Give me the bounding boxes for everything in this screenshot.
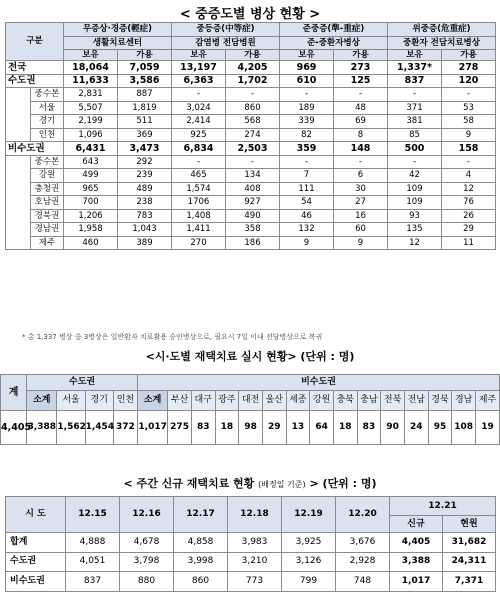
value-cell: 9 — [280, 236, 334, 250]
value-cell: 48 — [334, 101, 388, 115]
value-cell: 2,503 — [226, 142, 280, 156]
value-cell: 3,983 — [228, 533, 282, 553]
value-cell: 186 — [226, 236, 280, 250]
value-cell: 125 — [334, 74, 388, 88]
value-cell: 148 — [334, 142, 388, 156]
noncapital-header: 비수도권 — [138, 375, 500, 391]
table-row — [6, 572, 496, 592]
value-cell: 465 — [172, 169, 226, 183]
region-header: 시 도 — [6, 497, 66, 533]
date-header: 12.20 — [336, 497, 390, 533]
noncapital-col-header: 전북 — [381, 391, 405, 411]
value-cell: 6,431 — [64, 142, 118, 156]
value-cell: 8 — [334, 128, 388, 142]
value-cell: 11,633 — [64, 74, 118, 88]
table-row — [6, 533, 496, 553]
value-cell: 30 — [334, 182, 388, 196]
value-cell: 1,017 — [390, 572, 443, 592]
value-cell: 1,819 — [118, 101, 172, 115]
owned-header: 보유 — [172, 50, 226, 61]
weekly-home-care-title — [0, 475, 500, 491]
group-subheader: 생활치료센터 — [64, 36, 172, 50]
table-row — [6, 169, 496, 183]
last-date-header: 12.21 — [390, 497, 496, 516]
region-label: 비수도권 — [6, 572, 66, 592]
value-cell: 460 — [64, 236, 118, 250]
total-value: 4,405 — [1, 411, 27, 445]
total-header: 계 — [1, 375, 27, 411]
table-row — [6, 128, 496, 142]
value-cell: 7 — [280, 169, 334, 183]
value-cell: 109 — [388, 196, 442, 210]
home-care-title: <시·도별 재택치료 실시 현황> (단위 : 명) — [145, 350, 355, 363]
value-cell: 13,197 — [172, 61, 226, 75]
region-label: 중수본 — [31, 155, 64, 169]
value-cell: 1,337* — [388, 61, 442, 75]
value-cell: 2,199 — [64, 115, 118, 129]
value-cell: 389 — [118, 236, 172, 250]
noncapital-col-header: 경북 — [428, 391, 452, 411]
noncapital-value: 19 — [475, 411, 499, 445]
capital-col-header: 서울 — [57, 391, 85, 411]
value-cell: 748 — [336, 572, 390, 592]
new-header: 신규 — [390, 516, 443, 533]
indent-cell — [6, 128, 31, 142]
value-cell: 53 — [442, 101, 496, 115]
value-cell: 12 — [442, 182, 496, 196]
value-cell: 511 — [118, 115, 172, 129]
value-cell: 239 — [118, 169, 172, 183]
noncapital-value: 98 — [239, 411, 263, 445]
value-cell: 3,676 — [336, 533, 390, 553]
noncapital-value: 1,017 — [138, 411, 168, 445]
value-cell: 4,205 — [226, 61, 280, 75]
available-header: 가용 — [442, 50, 496, 61]
value-cell: - — [172, 88, 226, 102]
value-cell: 4 — [442, 169, 496, 183]
region-label: 서울 — [31, 101, 64, 115]
value-cell: 3,586 — [118, 74, 172, 88]
value-cell: 274 — [226, 128, 280, 142]
value-cell: 9 — [334, 236, 388, 250]
value-cell: 887 — [118, 88, 172, 102]
value-cell: 1,574 — [172, 182, 226, 196]
date-header: 12.18 — [228, 497, 282, 533]
value-cell: 69 — [334, 115, 388, 129]
value-cell: 1,206 — [64, 209, 118, 223]
noncapital-col-header: 제주 — [475, 391, 499, 411]
value-cell: 3,388 — [390, 552, 443, 572]
value-cell: 927 — [226, 196, 280, 210]
value-cell: 837 — [388, 74, 442, 88]
noncapital-value: 64 — [310, 411, 334, 445]
indent-cell — [6, 182, 31, 196]
region-header: 구분 — [6, 23, 64, 61]
table-row — [6, 61, 496, 75]
value-cell: 1,043 — [118, 223, 172, 237]
value-cell: 610 — [280, 74, 334, 88]
date-header: 12.17 — [174, 497, 228, 533]
group-header: 준중증(準-重症) — [280, 23, 388, 37]
indent-cell — [6, 88, 31, 102]
value-cell: 783 — [118, 209, 172, 223]
value-cell: - — [442, 88, 496, 102]
value-cell: 189 — [280, 101, 334, 115]
noncapital-value: 13 — [286, 411, 310, 445]
region-label: 강원 — [31, 169, 64, 183]
capital-value: 1,454 — [85, 411, 113, 445]
value-cell: 4,051 — [66, 552, 120, 572]
value-cell: 111 — [280, 182, 334, 196]
value-cell: 837 — [66, 572, 120, 592]
table-row — [6, 155, 496, 169]
available-header: 가용 — [334, 50, 388, 61]
value-cell: 773 — [228, 572, 282, 592]
value-cell: 2,414 — [172, 115, 226, 129]
value-cell: 85 — [388, 128, 442, 142]
group-subheader: 감염병 전담병원 — [172, 36, 280, 50]
group-header: 중등증(中等症) — [172, 23, 280, 37]
table-row — [6, 223, 496, 237]
value-cell: 5,507 — [64, 101, 118, 115]
value-cell: 3,998 — [174, 552, 228, 572]
region-label: 합계 — [6, 533, 66, 553]
value-cell: 3,473 — [118, 142, 172, 156]
group-subheader: 준-중환자병상 — [280, 36, 388, 50]
value-cell: 26 — [442, 209, 496, 223]
value-cell: 381 — [388, 115, 442, 129]
table-row — [6, 209, 496, 223]
group-header: 무증상·경증(輕症) — [64, 23, 172, 37]
region-label: 경북권 — [31, 209, 64, 223]
value-cell: - — [442, 155, 496, 169]
noncapital-value: 275 — [168, 411, 192, 445]
value-cell: - — [334, 155, 388, 169]
value-cell: - — [280, 155, 334, 169]
value-cell: 6,834 — [172, 142, 226, 156]
value-cell: 31,682 — [443, 533, 496, 553]
date-header: 12.19 — [282, 497, 336, 533]
bed-status-table — [5, 22, 496, 250]
value-cell: 82 — [280, 128, 334, 142]
table-row — [6, 236, 496, 250]
capital-col-header: 경기 — [85, 391, 113, 411]
noncapital-col-header: 광주 — [215, 391, 239, 411]
noncapital-col-header: 부산 — [168, 391, 192, 411]
value-cell: 799 — [282, 572, 336, 592]
value-cell: 965 — [64, 182, 118, 196]
value-cell: 9 — [442, 128, 496, 142]
group-subheader: 중환자 전담치료병상 — [388, 36, 496, 50]
value-cell: 158 — [442, 142, 496, 156]
value-cell: 880 — [120, 572, 174, 592]
region-label: 인천 — [31, 128, 64, 142]
noncapital-col-header: 충북 — [333, 391, 357, 411]
table-row — [6, 142, 496, 156]
value-cell: 278 — [442, 61, 496, 75]
value-cell: - — [226, 88, 280, 102]
group-header: 위중증(危重症) — [388, 23, 496, 37]
value-cell: 643 — [64, 155, 118, 169]
indent-cell — [6, 196, 31, 210]
value-cell: 408 — [226, 182, 280, 196]
value-cell: 6,363 — [172, 74, 226, 88]
available-header: 가용 — [118, 50, 172, 61]
value-cell: 1,411 — [172, 223, 226, 237]
noncapital-col-header: 경남 — [452, 391, 476, 411]
value-cell: 7,059 — [118, 61, 172, 75]
value-cell: 54 — [280, 196, 334, 210]
value-cell: 3,210 — [228, 552, 282, 572]
region-label: 전국 — [6, 61, 64, 75]
table-row — [6, 115, 496, 129]
noncapital-col-header: 울산 — [262, 391, 286, 411]
table-row — [6, 182, 496, 196]
value-cell: 969 — [280, 61, 334, 75]
weekly-title-unit: > (단위 : 명) — [309, 477, 377, 490]
value-cell: 490 — [226, 209, 280, 223]
value-cell: 1706 — [172, 196, 226, 210]
owned-header: 보유 — [64, 50, 118, 61]
region-label: 수도권 — [6, 552, 66, 572]
value-cell: 371 — [388, 101, 442, 115]
footnote: * 총 1,337 병상 중 3병상은 일반환자 치료활용 승인병상으로, 필요시 7일 이내 전담병상으로 복귀 — [22, 333, 323, 341]
value-cell: 24,311 — [443, 552, 496, 572]
weekly-title-main: < 주간 신규 재택치료 현황 — [123, 477, 255, 490]
value-cell: - — [172, 155, 226, 169]
region-label: 제주 — [31, 236, 64, 250]
bed-status-title: < 중증도별 병상 현황 > — [179, 7, 321, 22]
capital-value: 372 — [113, 411, 137, 445]
table-row — [6, 88, 496, 102]
value-cell: 46 — [280, 209, 334, 223]
value-cell: 2,928 — [336, 552, 390, 572]
region-label: 수도권 — [6, 74, 64, 88]
value-cell: 29 — [442, 223, 496, 237]
value-cell: - — [388, 88, 442, 102]
available-header: 가용 — [226, 50, 280, 61]
value-cell: 339 — [280, 115, 334, 129]
value-cell: 568 — [226, 115, 280, 129]
value-cell: 11 — [442, 236, 496, 250]
value-cell: - — [388, 155, 442, 169]
home-care-table — [0, 374, 500, 445]
value-cell: 292 — [118, 155, 172, 169]
value-cell: - — [280, 88, 334, 102]
value-cell: 60 — [334, 223, 388, 237]
table-row — [6, 74, 496, 88]
value-cell: 4,888 — [66, 533, 120, 553]
current-header: 현원 — [443, 516, 496, 533]
date-header: 12.15 — [66, 497, 120, 533]
capital-col-header: 인천 — [113, 391, 137, 411]
value-cell: 1,958 — [64, 223, 118, 237]
table-row — [6, 101, 496, 115]
noncapital-value: 18 — [333, 411, 357, 445]
value-cell: 6 — [334, 169, 388, 183]
noncapital-value: 29 — [262, 411, 286, 445]
indent-cell — [6, 155, 31, 169]
value-cell: 58 — [442, 115, 496, 129]
noncapital-col-header: 대구 — [191, 391, 215, 411]
indent-cell — [6, 115, 31, 129]
value-cell: 369 — [118, 128, 172, 142]
indent-cell — [6, 101, 31, 115]
indent-cell — [6, 236, 31, 250]
noncapital-value: 108 — [452, 411, 476, 445]
noncapital-col-header: 전남 — [404, 391, 428, 411]
value-cell: 860 — [226, 101, 280, 115]
capital-value: 1,562 — [57, 411, 85, 445]
owned-header: 보유 — [280, 50, 334, 61]
value-cell: - — [334, 88, 388, 102]
value-cell: 238 — [118, 196, 172, 210]
value-cell: 489 — [118, 182, 172, 196]
capital-header: 수도권 — [27, 375, 138, 391]
value-cell: 12 — [388, 236, 442, 250]
value-cell: 3,024 — [172, 101, 226, 115]
date-header: 12.16 — [120, 497, 174, 533]
value-cell: 3,925 — [282, 533, 336, 553]
noncapital-value: 24 — [404, 411, 428, 445]
value-cell: 1,408 — [172, 209, 226, 223]
value-cell: 500 — [388, 142, 442, 156]
value-cell: 700 — [64, 196, 118, 210]
indent-cell — [6, 223, 31, 237]
value-cell: 1,096 — [64, 128, 118, 142]
region-label: 충청권 — [31, 182, 64, 196]
indent-cell — [6, 209, 31, 223]
value-cell: 860 — [174, 572, 228, 592]
value-cell: 16 — [334, 209, 388, 223]
noncapital-col-header: 세종 — [286, 391, 310, 411]
region-label: 중수본 — [31, 88, 64, 102]
value-cell: 359 — [280, 142, 334, 156]
value-cell: 132 — [280, 223, 334, 237]
noncapital-col-header: 소계 — [138, 391, 168, 411]
value-cell: 3,798 — [120, 552, 174, 572]
value-cell: 4,405 — [390, 533, 443, 553]
value-cell: 109 — [388, 182, 442, 196]
table-row — [6, 196, 496, 210]
capital-col-header: 소계 — [27, 391, 57, 411]
value-cell: 2,831 — [64, 88, 118, 102]
value-cell: 120 — [442, 74, 496, 88]
region-label: 호남권 — [31, 196, 64, 210]
value-cell: 273 — [334, 61, 388, 75]
table-row — [6, 552, 496, 572]
value-cell: 27 — [334, 196, 388, 210]
value-cell: 358 — [226, 223, 280, 237]
value-cell: 3,126 — [282, 552, 336, 572]
value-cell: 499 — [64, 169, 118, 183]
noncapital-value: 95 — [428, 411, 452, 445]
value-cell: 4,858 — [174, 533, 228, 553]
noncapital-col-header: 충남 — [357, 391, 381, 411]
noncapital-col-header: 대전 — [239, 391, 263, 411]
noncapital-value: 83 — [357, 411, 381, 445]
value-cell: 93 — [388, 209, 442, 223]
value-cell: 4,678 — [120, 533, 174, 553]
noncapital-value: 83 — [191, 411, 215, 445]
value-cell: 42 — [388, 169, 442, 183]
weekly-home-care-table — [5, 496, 496, 592]
region-label: 경기 — [31, 115, 64, 129]
value-cell: 7,371 — [443, 572, 496, 592]
noncapital-value: 18 — [215, 411, 239, 445]
noncapital-col-header: 강원 — [310, 391, 334, 411]
noncapital-value: 90 — [381, 411, 405, 445]
region-label: 비수도권 — [6, 142, 64, 156]
value-cell: 76 — [442, 196, 496, 210]
region-label: 경남권 — [31, 223, 64, 237]
owned-header: 보유 — [388, 50, 442, 61]
value-cell: 1,702 — [226, 74, 280, 88]
value-cell: 18,064 — [64, 61, 118, 75]
value-cell: 135 — [388, 223, 442, 237]
weekly-title-basis: (배정일 기준) — [258, 480, 306, 489]
indent-cell — [6, 169, 31, 183]
value-cell: 925 — [172, 128, 226, 142]
value-cell: 134 — [226, 169, 280, 183]
value-cell: 270 — [172, 236, 226, 250]
value-cell: - — [226, 155, 280, 169]
capital-value: 3,388 — [27, 411, 57, 445]
